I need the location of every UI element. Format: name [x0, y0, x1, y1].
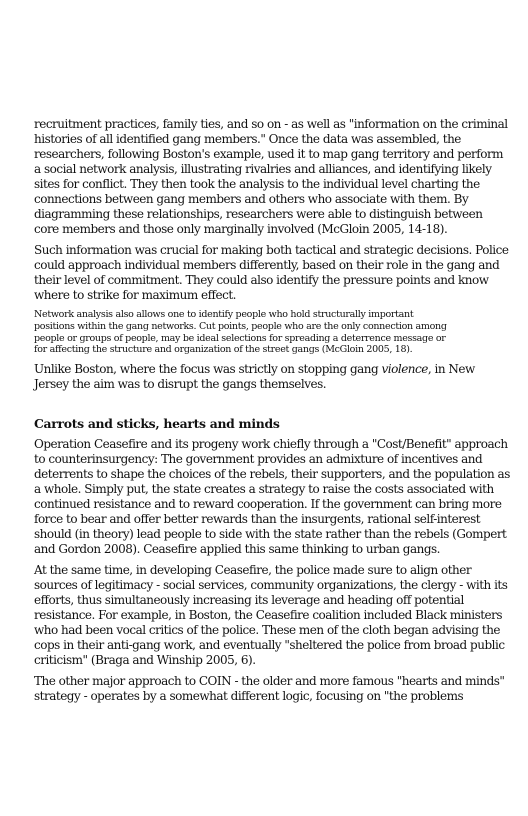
body-paragraph: recruitment practices, family ties, and so on - as well as "information on the criminal histories of all identified gang members." Once the data was assembled, the researchers, following Boston's example, used it to map gang territory and perform a social network analysis, illustrating rivalries and alliances, and identifying likely sites for conflict. They then took the analysis to the individual level charting the connections between gang members and others who associate with them. By diagramming these relationships, researchers were able to distinguish between core members and those only marginally involved (McGloin 2005, 14-18). [34, 117, 508, 236]
emphasis-text: violence [381, 362, 428, 377]
document-body [34, 117, 510, 710]
body-paragraph [34, 362, 510, 392]
section-heading: Carrots and sticks, hearts and minds [34, 416, 280, 432]
block-quote: Network analysis also allows one to identify people who hold structurally important positions within the gang networks. Cut points, people who are the only connection among people or groups of people, may be ideal selections for spreading a deterrence message or for affecting the structure and organization of the street gangs (McGloin 2005, 18). [34, 309, 447, 356]
body-paragraph: The other major approach to COIN - the older and more famous "hearts and minds" strategy - operates by a somewhat different logic, focusing on "the problems [34, 674, 505, 704]
paragraph-text: , in New Jersey the aim was to disrupt the gangs themselves. [34, 362, 475, 392]
body-paragraph: Such information was crucial for making both tactical and strategic decisions. Police could approach individual members differently, based on their role in the gang and their level of commitment. They could also identify the pressure points and know where to strike for maximum effect. [34, 243, 509, 302]
paragraph-text: Unlike Boston, where the focus was strictly on stopping gang [34, 362, 382, 377]
body-paragraph: Operation Ceasefire and its progeny work chiefly through a "Cost/Benefit" approach to counterinsurgency: The government provides an admixture of incentives and deterrents to shape the choices of the rebels, their supporters, and the population as a whole. Simply put, the state creates a strategy to raise the costs associated with continued resistance and to reward cooperation. If the government can bring more force to bear and offer better rewards than the insurgents, rational self-interest should (in theory) lead people to side with the state rather than the rebels (Gompert and Gordon 2008). Ceasefire applied this same thinking to urban gangs. [34, 437, 510, 557]
body-paragraph: At the same time, in developing Ceasefire, the police made sure to align other sources of legitimacy - social services, community organizations, the clergy - with its efforts, thus simultaneously increasing its leverage and heading off potential resistance. For example, in Boston, the Ceasefire coalition included Black ministers who had been vocal critics of the police. These men of the cloth began advising the cops in their anti-gang work, and eventually "sheltered the police from broad public criticism" (Braga and Winship 2005, 6). [34, 563, 508, 668]
